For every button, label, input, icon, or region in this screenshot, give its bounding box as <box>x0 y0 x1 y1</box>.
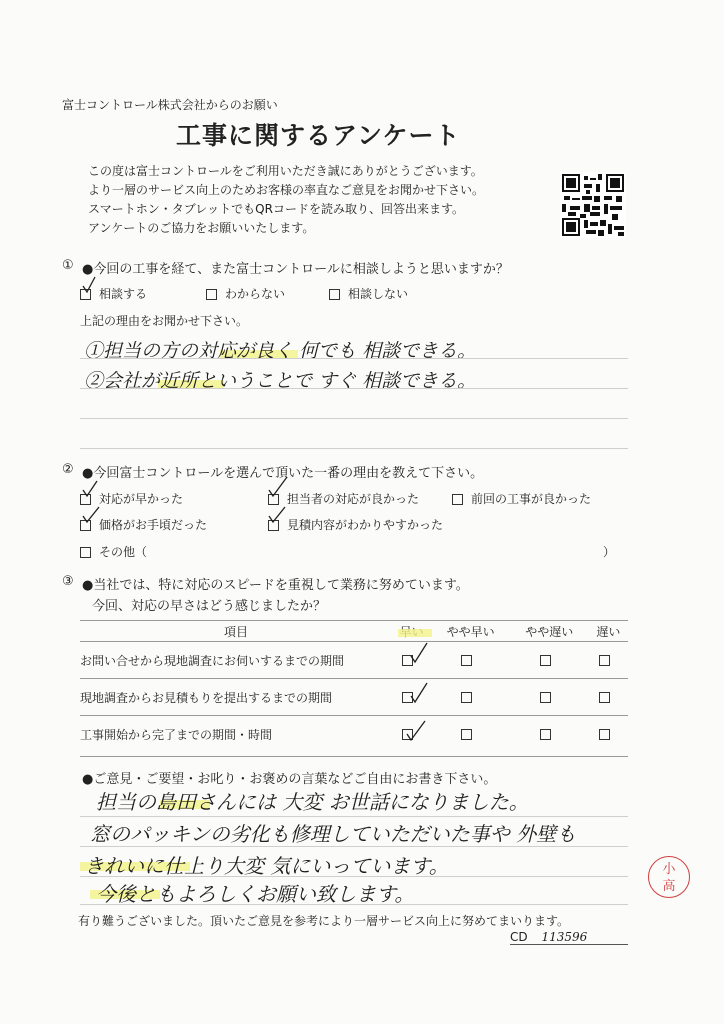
page-title: 工事に関するアンケート <box>176 121 461 150</box>
checkbox[interactable] <box>540 692 551 703</box>
q4-answer-line: 窓のパッキンの劣化も修理していただいた事や 外壁も <box>90 822 577 846</box>
row-label: 現地調査からお見積もりを提出するまでの期間 <box>80 679 392 716</box>
table-row <box>80 679 628 716</box>
checkbox[interactable] <box>599 692 610 703</box>
answer-rule <box>80 876 628 877</box>
checkbox[interactable] <box>80 547 91 558</box>
check-mark-icon <box>82 506 100 524</box>
q4-text: ●ご意見・ご要望・お叱り・お褒めの言葉などご自由にお書き下さい。 <box>82 772 497 787</box>
option-label: わからない <box>225 287 286 301</box>
q2-option-previous-work[interactable] <box>452 490 591 507</box>
check-mark-icon <box>410 642 428 664</box>
table-header: やや遅い <box>510 621 589 642</box>
check-mark-icon <box>268 476 288 498</box>
checkbox[interactable] <box>461 729 472 740</box>
cd-label: CD <box>510 930 528 944</box>
answer-rule <box>80 904 628 905</box>
qr-code-icon[interactable] <box>560 172 626 238</box>
q1-reason-label: 上記の理由をお聞かせ下さい。 <box>80 314 249 328</box>
table-bottom-rule <box>80 756 628 757</box>
checkbox[interactable] <box>540 729 551 740</box>
q1-answer-line: ②会社が近所ということで すぐ 相談できる。 <box>84 370 477 392</box>
intro-line: この度は富士コントロールをご利用いただき誠にありがとうございます。 <box>88 164 483 178</box>
cd-field <box>510 930 628 945</box>
answer-rule <box>80 418 628 419</box>
q3-number: ③ <box>62 574 74 589</box>
highlight-mark <box>398 629 432 637</box>
checkbox[interactable] <box>461 655 472 666</box>
thanks-text: 有り難うございました。頂いたご意見を参考により一層サービス向上に努めてまいります。 <box>78 914 570 928</box>
q1-option-unsure[interactable] <box>206 285 285 302</box>
option-label: 担当者の対応が良かった <box>287 492 420 506</box>
checkbox[interactable] <box>461 692 472 703</box>
q4-answer-line: きれいに仕上り大変 気にいっています。 <box>84 854 449 878</box>
option-label: その他（ <box>99 545 148 559</box>
option-label: 相談しない <box>348 287 409 301</box>
company-request: 富士コントロール株式会社からのお願い <box>62 98 278 112</box>
answer-rule <box>80 816 628 817</box>
answer-rule <box>80 358 628 359</box>
q4-answer-line: 今後ともよろしくお願い致します。 <box>96 882 415 906</box>
intro-line: より一層のサービス向上のためお客様の率直なご意見をお聞かせ下さい。 <box>88 183 485 197</box>
row-label: 工事開始から完了までの期間・時間 <box>80 716 392 753</box>
speed-table <box>80 620 628 752</box>
check-mark-icon <box>268 506 286 524</box>
checkbox[interactable] <box>329 289 340 300</box>
checkbox[interactable] <box>540 655 551 666</box>
q1-number: ① <box>62 258 74 273</box>
checkbox[interactable] <box>206 289 217 300</box>
check-mark-icon <box>82 480 98 498</box>
q1-answer-line: ①担当の方の対応が良く 何でも 相談できる。 <box>84 340 477 362</box>
q2-option-estimate-clear[interactable] <box>268 516 443 533</box>
intro-text <box>88 162 484 238</box>
q2-option-other[interactable] <box>80 543 147 560</box>
q3-text-2: 今回、対応の早さはどう感じましたか？ <box>92 599 327 614</box>
seal-stamp: 小高 <box>648 856 690 898</box>
option-label: 前回の工事が良かった <box>471 492 592 506</box>
option-label: 価格がお手頃だった <box>99 518 208 532</box>
answer-rule <box>80 388 628 389</box>
q1-text: ●今回の工事を経て、また富士コントロールに相談しようと思いますか？ <box>82 262 509 277</box>
cd-value: 113596 <box>541 930 588 944</box>
table-header: 項目 <box>80 621 392 642</box>
checkbox[interactable] <box>452 494 463 505</box>
option-label: 相談する <box>99 287 148 301</box>
check-mark-icon <box>410 682 428 704</box>
answer-rule <box>80 448 628 449</box>
table-header: 遅い <box>589 621 628 642</box>
intro-line: アンケートのご協力をお願いいたします。 <box>88 221 315 235</box>
q2-other-close: ） <box>603 545 616 559</box>
intro-line: スマートホン・タブレットでもQRコードを読み取り、回答出来ます。 <box>88 202 464 216</box>
answer-rule <box>80 846 628 847</box>
q4-answer-line: 担当の島田さんには 大変 お世話になりました。 <box>96 790 529 814</box>
table-row <box>80 716 628 753</box>
table-row <box>80 642 628 679</box>
row-label: お問い合せから現地調査にお伺いするまでの期間 <box>80 642 392 679</box>
option-label: 対応が早かった <box>99 492 184 506</box>
check-mark-icon <box>82 276 96 294</box>
checkbox[interactable] <box>599 655 610 666</box>
q2-option-good-staff[interactable] <box>268 490 419 507</box>
table-header: やや早い <box>431 621 510 642</box>
q1-option-no-consult[interactable] <box>329 285 408 302</box>
q2-number: ② <box>62 462 74 477</box>
option-label: 見積内容がわかりやすかった <box>287 518 444 532</box>
check-mark-icon <box>406 720 426 742</box>
checkbox[interactable] <box>599 729 610 740</box>
q3-text: ●当社では、特に対応のスピードを重視して業務に努めています。 <box>82 578 469 593</box>
q2-text: ●今回富士コントロールを選んで頂いた一番の理由を教えて下さい。 <box>82 466 484 481</box>
